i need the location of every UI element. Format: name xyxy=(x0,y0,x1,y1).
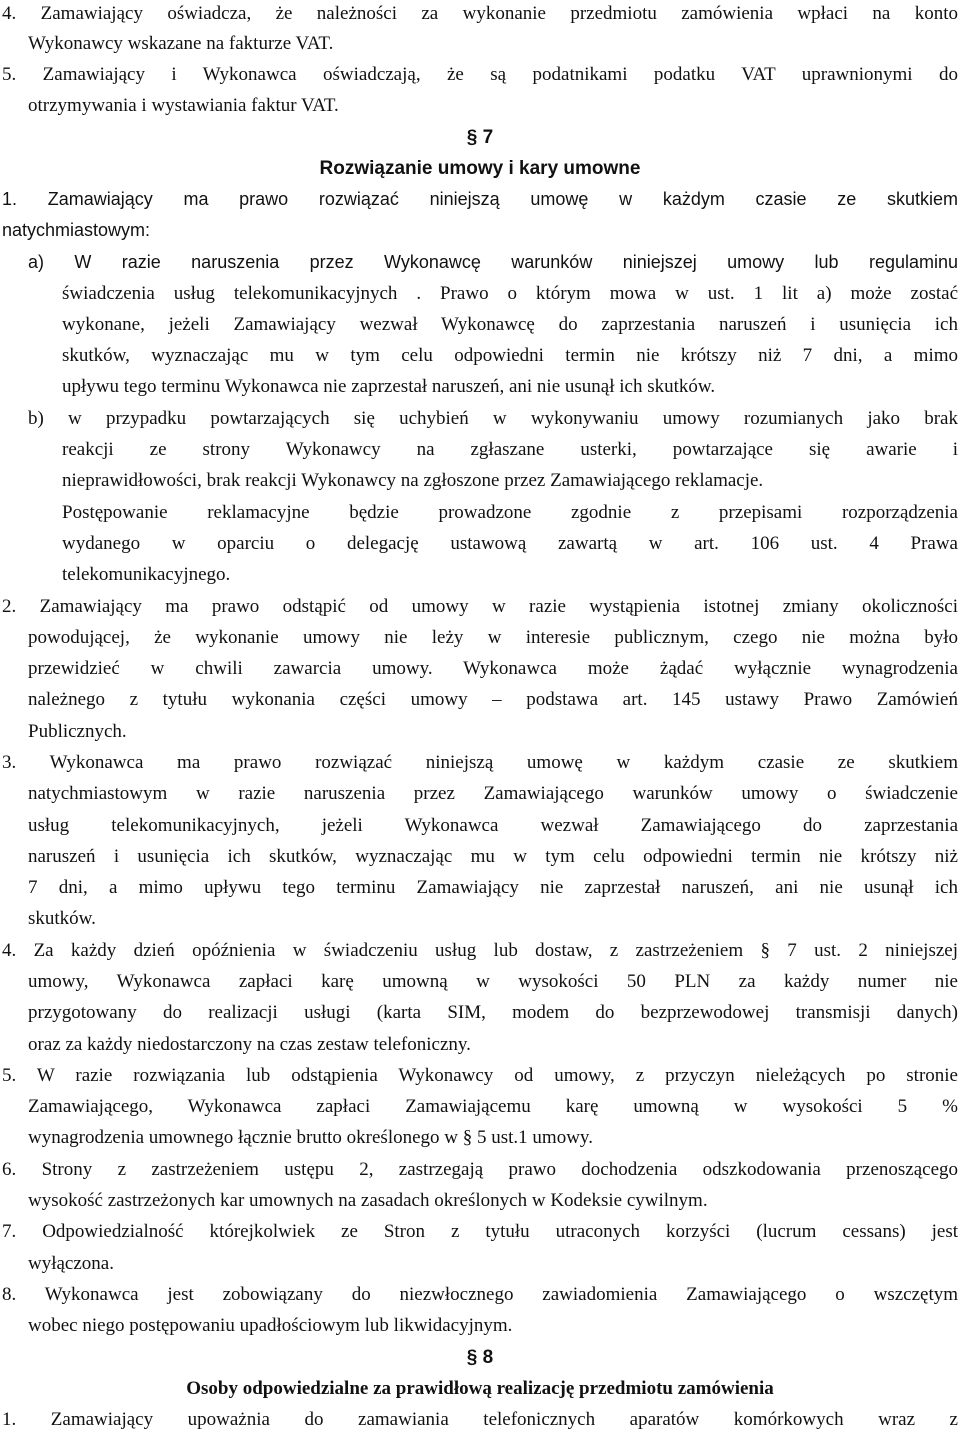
s7-item-1a-line-4: skutków, wyznaczając mu w tym celu odpowiedni termin nie krótszy niż 7 dni, a mimo xyxy=(62,345,958,366)
s7-item-1a-line-1: a) W razie naruszenia przez Wykonawcę warunków niniejszej umowy lub regulaminu xyxy=(28,252,958,272)
s7-item-1b-line-2: reakcji ze strony Wykonawcy na zgłaszane usterki, powtarzające się awarie i xyxy=(62,439,958,460)
paragraph-4-line-1: 4. Zamawiający oświadcza, że należności za wykonanie przedmiotu zamówienia wpłaci na konto xyxy=(2,3,958,24)
s7-item-3-line-4: naruszeń i usunięcia ich skutków, wyznaczając mu w tym celu odpowiedni termin nie krótszy niż xyxy=(28,846,958,867)
s7-item-7-line-1: 7. Odpowiedzialność którejkolwiek ze Stron z tytułu utraconych korzyści (lucrum cessans) jest xyxy=(2,1221,958,1242)
section-8-number: § 8 xyxy=(466,1347,494,1368)
s7-item-4-line-1: 4. Za każdy dzień opóźnienia w świadczeniu usług lub dostaw, z zastrzeżeniem § 7 ust. 2 niniejszej xyxy=(2,940,958,961)
s7-item-5-line-1: 5. W razie rozwiązania lub odstąpienia Wykonawcy od umowy, z przyczyn nieleżących po stronie xyxy=(2,1065,958,1086)
s7-item-1b-line-5: wydanego w oparciu o delegację ustawową zawartą w art. 106 ust. 4 Prawa xyxy=(62,533,958,554)
s7-item-7-line-2: wyłączona. xyxy=(28,1253,114,1274)
s7-item-1a-line-2: świadczenia usług telekomunikacyjnych . Prawo o którym mowa w ust. 1 lit a) może zostać xyxy=(62,283,958,304)
s7-item-8-line-1: 8. Wykonawca jest zobowiązany do niezwłocznego zawiadomienia Zamawiającego o wszczętym xyxy=(2,1284,958,1305)
s7-item-1a-line-5: upływu tego terminu Wykonawca nie zaprzestał naruszeń, ani nie usunął ich skutków. xyxy=(62,376,716,397)
paragraph-4-line-2: Wykonawcy wskazane na fakturze VAT. xyxy=(28,33,334,54)
s7-item-4-line-3: przygotowany do realizacji usługi (karta SIM, modem do bezprzewodowej transmisji danych) xyxy=(28,1002,958,1023)
s7-item-1a-line-3: wykonane, jeżeli Zamawiający wezwał Wykonawcę do zaprzestania naruszeń i usunięcia ich xyxy=(62,314,958,335)
s7-item-2-line-4: należnego z tytułu wykonania części umowy – podstawa art. 145 ustawy Prawo Zamówień xyxy=(28,689,958,710)
s7-item-6-line-1: 6. Strony z zastrzeżeniem ustępu 2, zastrzegają prawo dochodzenia odszkodowania przenoszącego xyxy=(2,1159,958,1180)
s7-item-4-line-2: umowy, Wykonawca zapłaci karę umowną w wysokości 50 PLN za każdy numer nie xyxy=(28,971,958,992)
s7-item-2-line-3: przewidzieć w chwili zawarcia umowy. Wykonawca może żądać wyłącznie wynagrodzenia xyxy=(28,658,958,679)
s7-item-3-line-1: 3. Wykonawca ma prawo rozwiązać niniejszą umowę w każdym czasie ze skutkiem xyxy=(2,752,958,773)
s7-item-3-line-2: natychmiastowym w razie naruszenia przez Zamawiającego warunków umowy o świadczenie xyxy=(28,783,958,804)
s7-item-3-line-5: 7 dni, a mimo upływu tego terminu Zamawiający nie zaprzestał naruszeń, ani nie usunął ich xyxy=(28,877,958,898)
s8-item-1-line-1: 1. Zamawiający upoważnia do zamawiania telefonicznych aparatów komórkowych wraz z xyxy=(2,1409,958,1430)
s7-item-2-line-5: Publicznych. xyxy=(28,721,127,742)
section-8-title: Osoby odpowiedzialne za prawidłową realizację przedmiotu zamówienia xyxy=(186,1378,774,1399)
s7-item-5-line-2: Zamawiającego, Wykonawca zapłaci Zamawiającemu karę umowną w wysokości 5 % xyxy=(28,1096,958,1117)
paragraph-5-line-1: 5. Zamawiający i Wykonawca oświadczają, że są podatnikami podatku VAT uprawnionymi do xyxy=(2,64,958,85)
s7-item-1-line-2: natychmiastowym: xyxy=(2,220,151,240)
s7-item-1-line-1: 1. Zamawiający ma prawo rozwiązać niniejszą umowę w każdym czasie ze skutkiem xyxy=(2,189,958,209)
s7-item-1b-line-4: Postępowanie reklamacyjne będzie prowadzone zgodnie z przepisami rozporządzenia xyxy=(62,502,958,523)
s7-item-4-line-4: oraz za każdy niedostarczony na czas zestaw telefoniczny. xyxy=(28,1034,471,1055)
paragraph-5-line-2: otrzymywania i wystawiania faktur VAT. xyxy=(28,95,339,116)
s7-item-5-line-3: wynagrodzenia umownego łącznie brutto określonego w § 5 ust.1 umowy. xyxy=(28,1127,593,1148)
s7-item-1b-line-1: b) w przypadku powtarzających się uchybień w wykonywaniu umowy rozumianych jako brak xyxy=(28,408,958,429)
s7-item-2-line-1: 2. Zamawiający ma prawo odstąpić od umowy w razie wystąpienia istotnej zmiany okoliczności xyxy=(2,596,958,617)
section-7-number: § 7 xyxy=(466,127,494,148)
s7-item-2-line-2: powodującej, że wykonanie umowy nie leży w interesie publicznym, czego nie można było xyxy=(28,627,958,648)
s7-item-3-line-6: skutków. xyxy=(28,908,96,929)
section-7-title: Rozwiązanie umowy i kary umowne xyxy=(319,158,641,179)
s7-item-3-line-3: usług telekomunikacyjnych, jeżeli Wykonawca wezwał Zamawiającego do zaprzestania xyxy=(28,815,958,836)
s7-item-6-line-2: wysokość zastrzeżonych kar umownych na zasadach określonych w Kodeksie cywilnym. xyxy=(28,1190,708,1211)
s7-item-8-line-2: wobec niego postępowaniu upadłościowym lub likwidacyjnym. xyxy=(28,1315,513,1336)
s7-item-1b-line-3: nieprawidłowości, brak reakcji Wykonawcy na zgłoszone przez Zamawiającego reklamacje. xyxy=(62,470,764,491)
s7-item-1b-line-6: telekomunikacyjnego. xyxy=(62,564,231,585)
